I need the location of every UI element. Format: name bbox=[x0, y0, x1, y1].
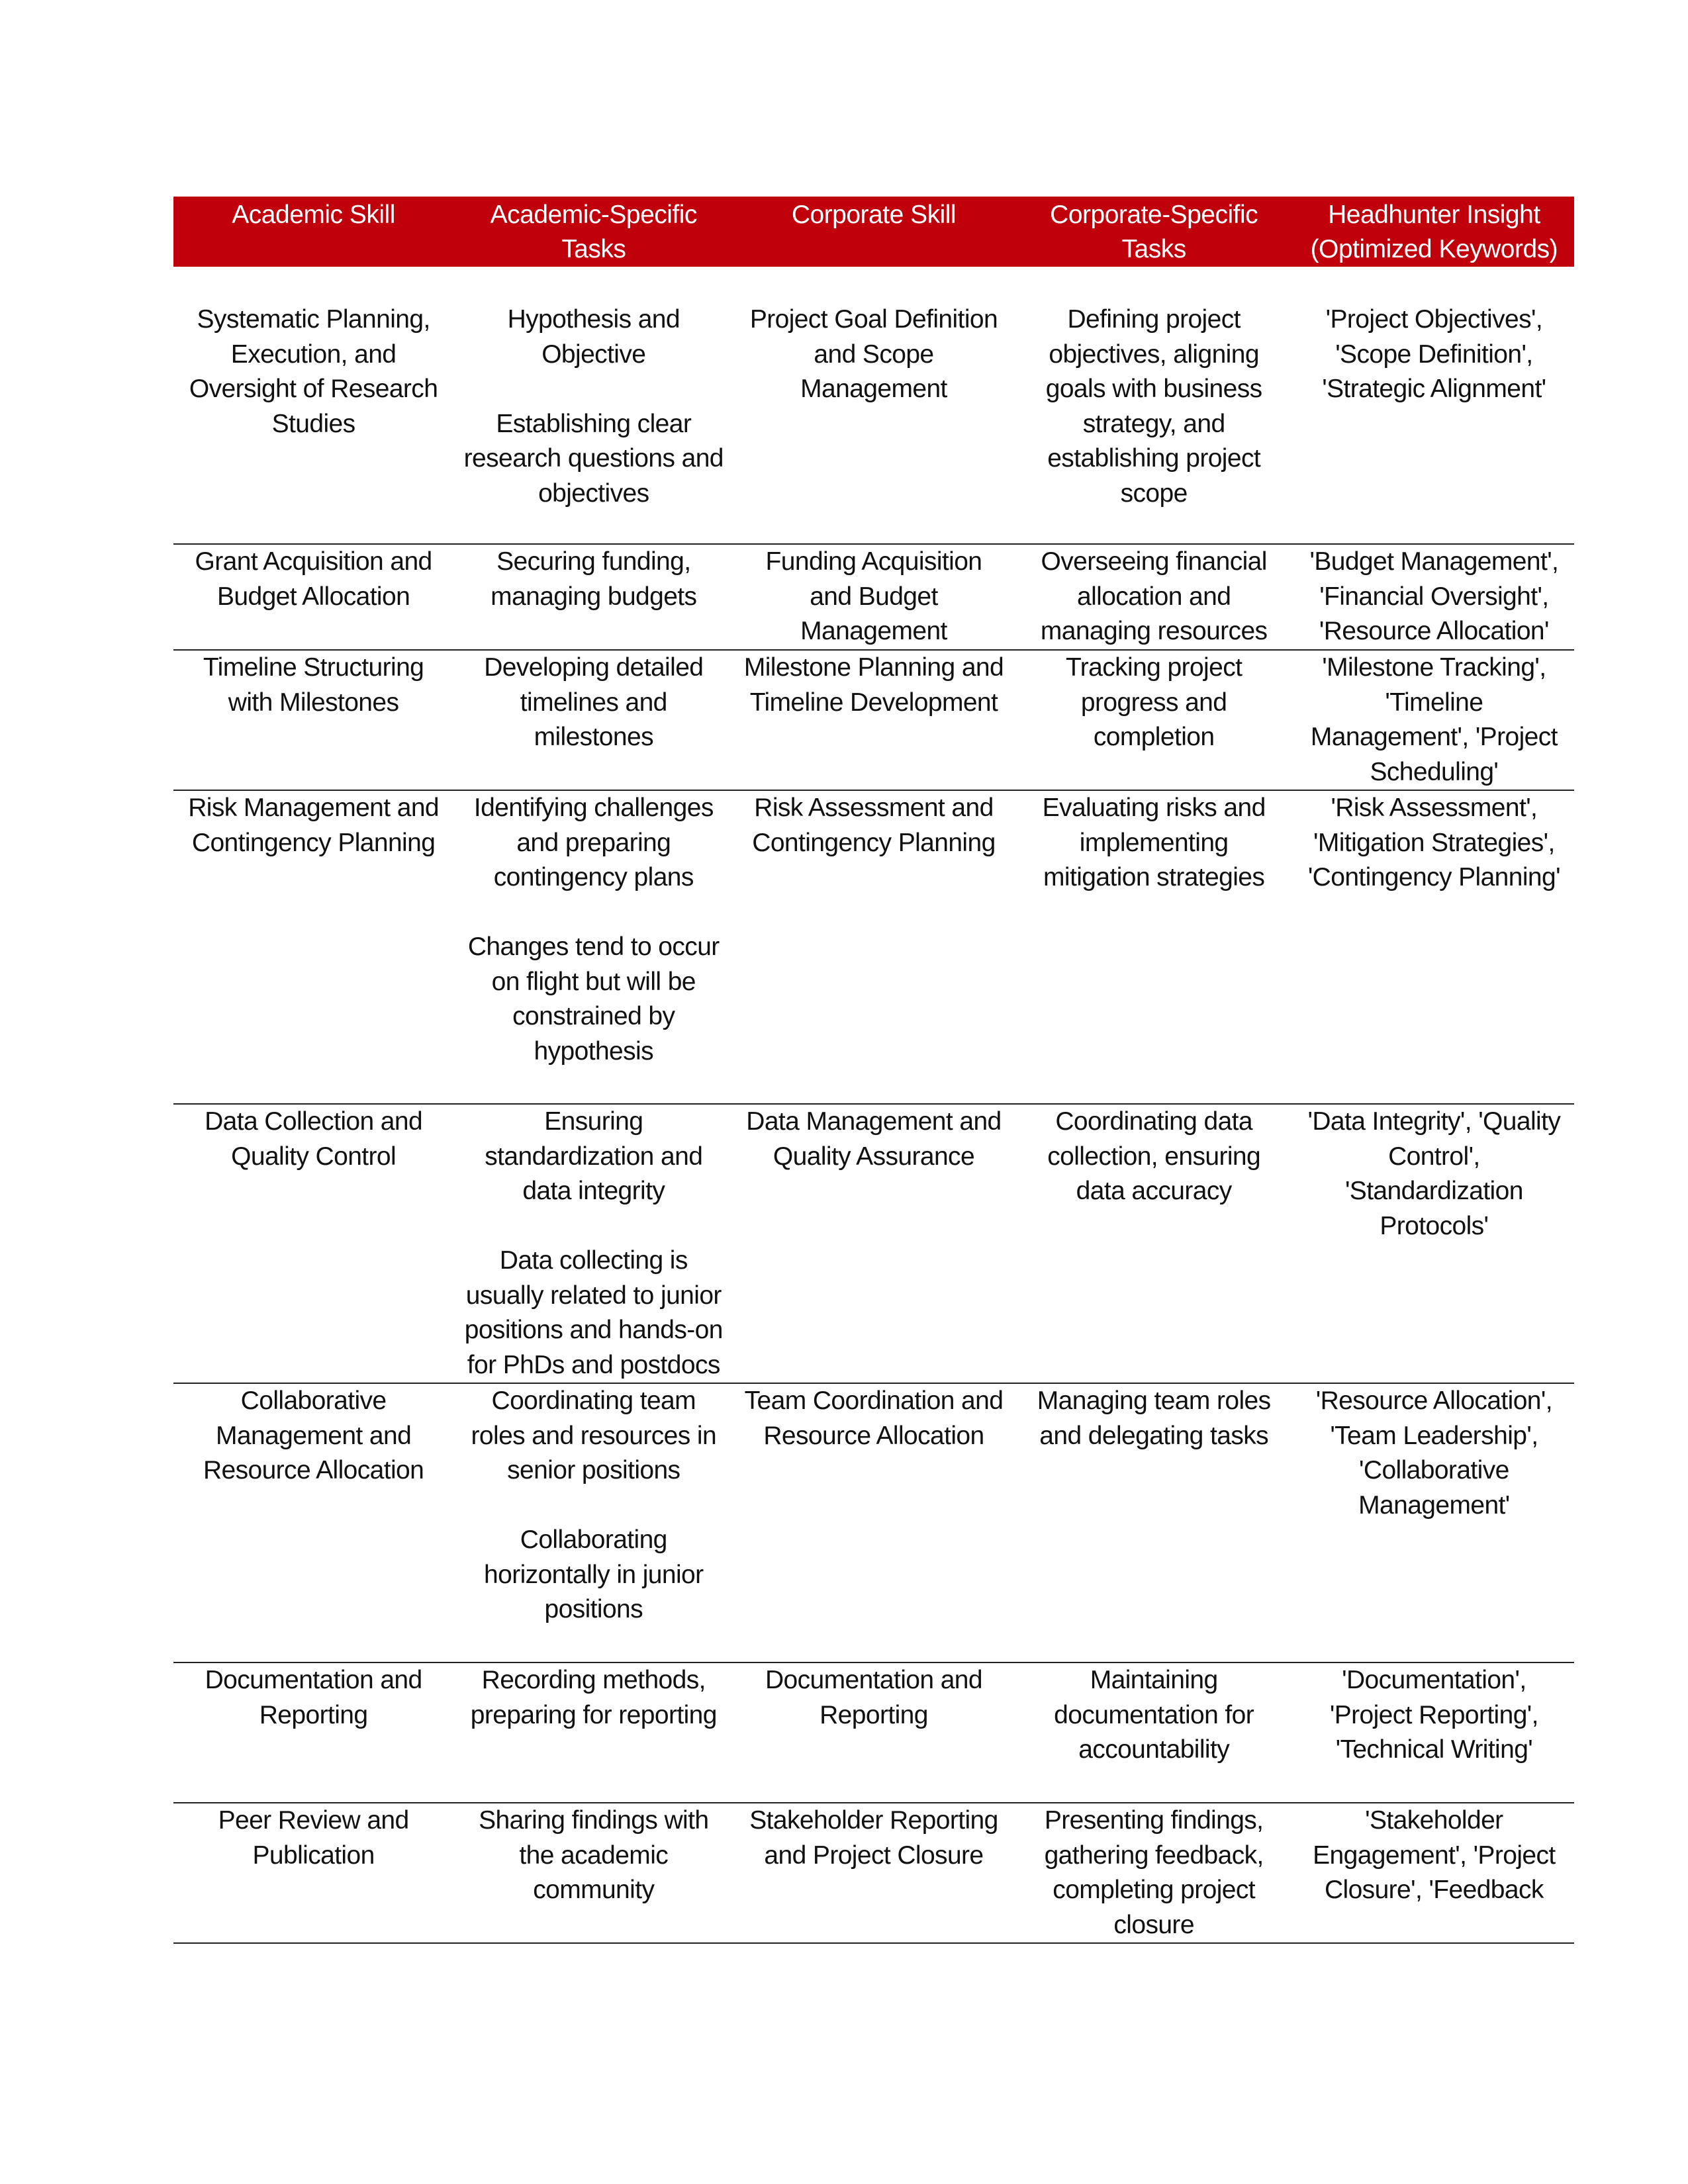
corporate-skill-cell: Risk Assessment and Contingency Planning bbox=[752, 794, 996, 857]
academic-tasks-cell bbox=[453, 1383, 733, 1662]
academic-task-text: Ensuring standardization and data integrity bbox=[485, 1107, 703, 1205]
corporate-tasks-cell: Maintaining documentation for accountability bbox=[1054, 1666, 1254, 1764]
corporate-skill-cell: Project Goal Definition and Scope Management bbox=[749, 305, 998, 403]
academic-skill-cell: Collaborative Management and Resource Allocation bbox=[203, 1387, 424, 1484]
academic-skill-cell: Risk Management and Contingency Planning bbox=[188, 794, 439, 857]
table-row bbox=[173, 267, 1574, 544]
keywords-cell: 'Budget Management', 'Financial Oversight', 'Resource Allocation' bbox=[1309, 547, 1559, 645]
table-row bbox=[173, 544, 1574, 650]
academic-skill-cell: Timeline Structuring with Milestones bbox=[203, 653, 424, 717]
academic-tasks-cell bbox=[453, 1662, 733, 1803]
corporate-tasks-cell: Overseeing financial allocation and managing resources bbox=[1040, 547, 1268, 645]
academic-task-text: Sharing findings with the academic community bbox=[479, 1806, 709, 1904]
table-row bbox=[173, 790, 1574, 1104]
academic-task-text: Recording methods, preparing for reporting bbox=[470, 1666, 717, 1729]
academic-task-note: Establishing clear research questions and objectives bbox=[463, 409, 724, 508]
header-row bbox=[173, 197, 1574, 267]
keywords-cell: 'Documentation', 'Project Reporting', 'Technical Writing' bbox=[1329, 1666, 1538, 1764]
keywords-cell: 'Data Integrity', 'Quality Control', 'Standardization Protocols' bbox=[1307, 1107, 1561, 1240]
academic-task-note: Collaborating horizontally in junior positions bbox=[484, 1525, 704, 1623]
corporate-tasks-cell: Tracking project progress and completion bbox=[1065, 653, 1243, 751]
academic-task-text: Developing detailed timelines and milestones bbox=[484, 653, 704, 751]
corporate-skill-cell: Funding Acquisition and Budget Management bbox=[765, 547, 982, 645]
academic-tasks-cell bbox=[453, 544, 733, 650]
header-academic-skill: Academic Skill bbox=[173, 197, 453, 267]
academic-skill-cell: Systematic Planning, Execution, and Oversight of Research Studies bbox=[189, 305, 438, 438]
corporate-skill-cell: Data Management and Quality Assurance bbox=[746, 1107, 1002, 1171]
table-row bbox=[173, 1104, 1574, 1383]
keywords-cell: 'Resource Allocation', 'Team Leadership', 'Collaborative Management' bbox=[1315, 1387, 1552, 1520]
academic-tasks-cell bbox=[453, 1803, 733, 1943]
academic-task-text: Identifying challenges and preparing contingency plans bbox=[473, 794, 714, 891]
skills-mapping-table bbox=[173, 197, 1574, 1944]
corporate-tasks-cell: Defining project objectives, aligning goals with business strategy, and establishing project scope bbox=[1045, 305, 1262, 508]
table-body bbox=[173, 267, 1574, 1943]
keywords-cell: 'Project Objectives', 'Scope Definition', 'Strategic Alignment' bbox=[1322, 305, 1546, 403]
table-header bbox=[173, 197, 1574, 267]
header-corporate-tasks: Corporate-Specific Tasks bbox=[1014, 197, 1294, 267]
keywords-cell: 'Milestone Tracking', 'Timeline Management', 'Project Scheduling' bbox=[1310, 653, 1558, 786]
academic-tasks-cell bbox=[453, 650, 733, 790]
academic-tasks-cell bbox=[453, 790, 733, 1104]
corporate-tasks-cell: Managing team roles and delegating tasks bbox=[1037, 1387, 1271, 1450]
corporate-skill-cell: Stakeholder Reporting and Project Closure bbox=[749, 1806, 998, 1870]
header-headhunter-insight: Headhunter Insight (Optimized Keywords) bbox=[1294, 197, 1574, 267]
corporate-skill-cell: Documentation and Reporting bbox=[765, 1666, 982, 1729]
corporate-skill-cell: Team Coordination and Resource Allocation bbox=[744, 1387, 1004, 1450]
academic-tasks-cell bbox=[453, 267, 733, 544]
academic-task-text: Hypothesis and Objective bbox=[507, 305, 680, 369]
corporate-skill-cell: Milestone Planning and Timeline Development bbox=[743, 653, 1004, 717]
academic-skill-cell: Peer Review and Publication bbox=[218, 1806, 409, 1870]
header-corporate-skill: Corporate Skill bbox=[733, 197, 1013, 267]
table-row bbox=[173, 1803, 1574, 1943]
academic-skill-cell: Data Collection and Quality Control bbox=[205, 1107, 423, 1171]
academic-skill-cell: Grant Acquisition and Budget Allocation bbox=[195, 547, 432, 611]
academic-task-note: Changes tend to occur on flight but will be constrained by hypothesis bbox=[467, 933, 720, 1066]
keywords-cell: 'Risk Assessment', 'Mitigation Strategies', 'Contingency Planning' bbox=[1307, 794, 1560, 891]
table-row bbox=[173, 1662, 1574, 1803]
keywords-cell: 'Stakeholder Engagement', 'Project Closure', 'Feedback bbox=[1313, 1806, 1556, 1904]
academic-task-text: Securing funding, managing budgets bbox=[491, 547, 697, 611]
corporate-tasks-cell: Presenting findings, gathering feedback, completing project closure bbox=[1044, 1806, 1264, 1939]
corporate-tasks-cell: Evaluating risks and implementing mitigation strategies bbox=[1042, 794, 1266, 891]
table-row bbox=[173, 1383, 1574, 1662]
header-academic-tasks: Academic-Specific Tasks bbox=[453, 197, 733, 267]
academic-tasks-cell bbox=[453, 1104, 733, 1383]
academic-task-text: Coordinating team roles and resources in senior positions bbox=[471, 1387, 717, 1484]
table-row bbox=[173, 650, 1574, 790]
academic-skill-cell: Documentation and Reporting bbox=[205, 1666, 422, 1729]
corporate-tasks-cell: Coordinating data collection, ensuring data accuracy bbox=[1047, 1107, 1261, 1205]
academic-task-note: Data collecting is usually related to junior positions and hands-on for PhDs and postdocs bbox=[464, 1246, 723, 1379]
